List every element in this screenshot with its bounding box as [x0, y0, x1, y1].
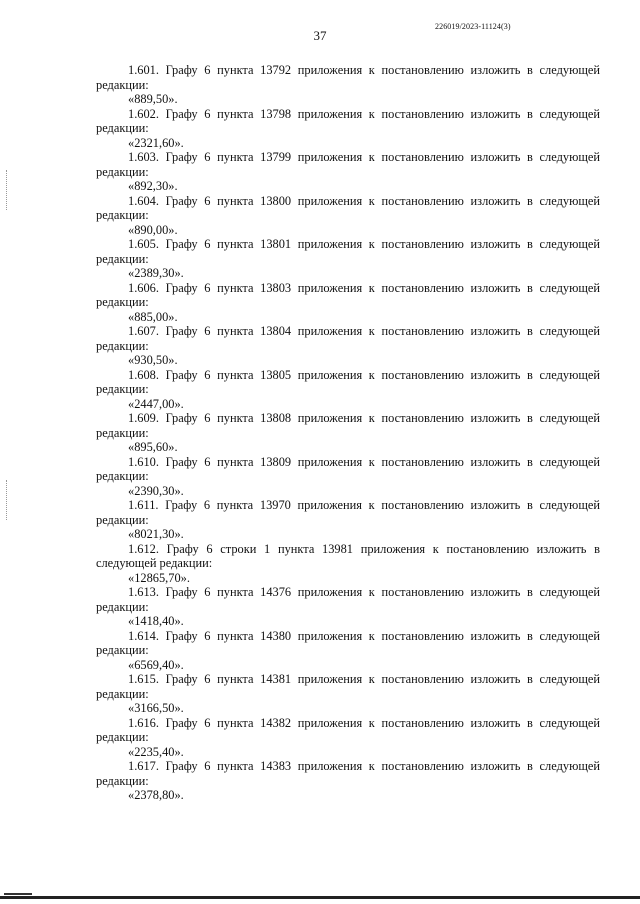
amendment-item: [96, 455, 600, 499]
amendment-text: 1.601. Графу 6 пункта 13792 приложения к постановлению изложить в следующей редакции:: [96, 63, 600, 92]
amendment-text: 1.616. Графу 6 пункта 14382 приложения к постановлению изложить в следующей редакции:: [96, 715, 600, 744]
scan-margin-mark: [6, 170, 8, 210]
page-number: 37: [313, 28, 327, 43]
document-id: 226019/2023-11124(3): [435, 22, 511, 31]
amendment-value: «2321,60».: [128, 135, 184, 150]
amendment-item: [96, 542, 600, 586]
amendment-item: [96, 759, 600, 803]
amendment-item: [96, 629, 600, 673]
amendment-text: 1.606. Графу 6 пункта 13803 приложения к постановлению изложить в следующей редакции:: [96, 280, 600, 309]
amendment-text: 1.609. Графу 6 пункта 13808 приложения к постановлению изложить в следующей редакции:: [96, 411, 600, 440]
amendment-value: «930,50».: [128, 353, 178, 367]
amendment-text: 1.603. Графу 6 пункта 13799 приложения к постановлению изложить в следующей редакции:: [96, 150, 600, 179]
amendment-item: [96, 716, 600, 760]
amendment-value: «2389,30».: [128, 266, 184, 280]
amendment-text: 1.605. Графу 6 пункта 13801 приложения к постановлению изложить в следующей редакции:: [96, 237, 600, 266]
amendment-list: [96, 63, 600, 803]
amendment-item: [96, 411, 600, 455]
amendment-item: [96, 672, 600, 716]
amendment-text: 1.602. Графу 6 пункта 13798 приложения к постановлению изложить в следующей редакции:: [96, 106, 600, 135]
amendment-text: 1.615. Графу 6 пункта 14381 приложения к постановлению изложить в следующей редакции:: [96, 672, 600, 701]
amendment-value: «895,60».: [128, 440, 178, 454]
amendment-item: [96, 150, 600, 194]
amendment-value: «6569,40».: [128, 657, 184, 672]
amendment-value: «12865,70».: [128, 570, 190, 585]
amendment-item: [96, 63, 600, 107]
amendment-value: «885,00».: [128, 309, 178, 324]
amendment-item: [96, 237, 600, 281]
amendment-text: 1.614. Графу 6 пункта 14380 приложения к постановлению изложить в следующей редакции:: [96, 628, 600, 657]
amendment-value: «2447,00».: [128, 396, 184, 411]
amendment-value: «890,00».: [128, 222, 178, 237]
amendment-text: 1.604. Графу 6 пункта 13800 приложения к постановлению изложить в следующей редакции:: [96, 193, 600, 222]
amendment-value: «2390,30».: [128, 483, 184, 498]
amendment-item: [96, 194, 600, 238]
amendment-value: «892,30».: [128, 179, 178, 193]
scan-margin-mark: [6, 480, 8, 520]
scan-edge-mark: [4, 893, 32, 895]
amendment-value: «1418,40».: [128, 614, 184, 628]
amendment-text: 1.608. Графу 6 пункта 13805 приложения к постановлению изложить в следующей редакции:: [96, 367, 600, 396]
scan-bottom-edge: [0, 896, 640, 899]
amendment-item: [96, 585, 600, 629]
amendment-text: 1.607. Графу 6 пункта 13804 приложения к постановлению изложить в следующей редакции:: [96, 324, 600, 353]
amendment-item: [96, 107, 600, 151]
amendment-value: «889,50».: [128, 92, 178, 106]
amendment-text: 1.611. Графу 6 пункта 13970 приложения к постановлению изложить в следующей редакции:: [96, 498, 600, 527]
amendment-item: [96, 324, 600, 368]
amendment-text: 1.612. Графу 6 строки 1 пункта 13981 приложения к постановлению изложить в следующей редакции:: [96, 541, 600, 570]
amendment-value: «8021,30».: [128, 527, 184, 541]
amendment-item: [96, 498, 600, 542]
amendment-text: 1.610. Графу 6 пункта 13809 приложения к постановлению изложить в следующей редакции:: [96, 454, 600, 483]
amendment-text: 1.617. Графу 6 пункта 14383 приложения к постановлению изложить в следующей редакции:: [96, 759, 600, 788]
amendment-value: «2235,40».: [128, 744, 184, 759]
amendment-value: «3166,50».: [128, 701, 184, 715]
amendment-item: [96, 368, 600, 412]
amendment-text: 1.613. Графу 6 пункта 14376 приложения к постановлению изложить в следующей редакции:: [96, 585, 600, 614]
amendment-item: [96, 281, 600, 325]
amendment-value: «2378,80».: [128, 788, 184, 802]
